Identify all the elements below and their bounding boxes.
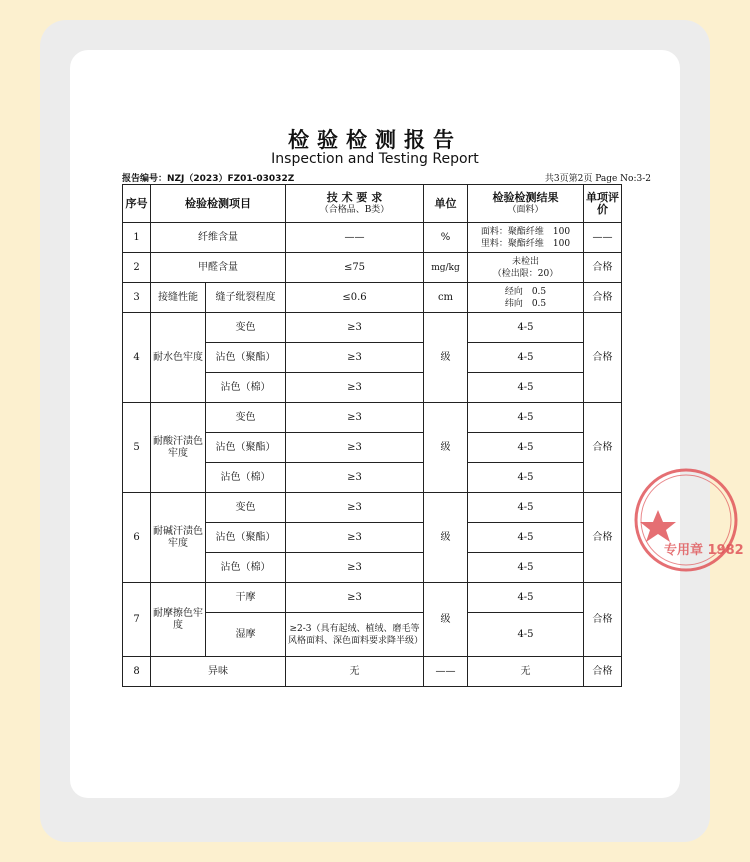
sub-item: 变色	[206, 493, 286, 523]
result: 4-5	[468, 433, 584, 463]
item-name: 甲醛含量	[151, 253, 286, 283]
unit: %	[424, 223, 468, 253]
header-row	[123, 185, 622, 223]
requirement: ≥3	[286, 373, 424, 403]
header-req	[286, 185, 424, 223]
requirement: ——	[286, 223, 424, 253]
evaluation: 合格	[584, 313, 622, 403]
item-name: 耐水色牢度	[151, 313, 206, 403]
table-row	[123, 283, 622, 313]
row-number: 5	[123, 403, 151, 493]
result: 4-5	[468, 373, 584, 403]
header-result-label: 检验检测结果	[492, 190, 559, 204]
table-row	[123, 657, 622, 687]
sub-item: 沾色（聚酯）	[206, 523, 286, 553]
row-number: 2	[123, 253, 151, 283]
header-result	[468, 185, 584, 223]
requirement: ≥3	[286, 403, 424, 433]
sub-item: 湿摩	[206, 613, 286, 657]
evaluation: 合格	[584, 657, 622, 687]
requirement: ≥3	[286, 583, 424, 613]
result: 4-5	[468, 463, 584, 493]
evaluation: 合格	[584, 493, 622, 583]
header-seq: 序号	[123, 185, 151, 223]
item-name: 耐碱汗渍色牢度	[151, 493, 206, 583]
sub-item: 变色	[206, 403, 286, 433]
sub-item: 沾色（棉）	[206, 373, 286, 403]
item-name: 耐酸汗渍色牢度	[151, 403, 206, 493]
requirement: ≥3	[286, 553, 424, 583]
result: 4-5	[468, 403, 584, 433]
seal-text: 专用章 1982	[664, 543, 744, 558]
header-unit: 单位	[424, 185, 468, 223]
result-line: （检出限：20）	[492, 268, 559, 279]
requirement: ≤0.6	[286, 283, 424, 313]
requirement: ≥3	[286, 313, 424, 343]
evaluation: ——	[584, 223, 622, 253]
row-number: 3	[123, 283, 151, 313]
requirement: ≤75	[286, 253, 424, 283]
result: 4-5	[468, 583, 584, 613]
requirement: ≥2-3（具有起绒、植绒、磨毛等风格面料、深色面料要求降半级）	[286, 613, 424, 657]
table-row	[123, 583, 622, 613]
item-name: 纤维含量	[151, 223, 286, 253]
result	[468, 283, 584, 313]
header-item: 检验检测项目	[151, 185, 286, 223]
unit: 级	[424, 403, 468, 493]
unit: 级	[424, 493, 468, 583]
table-row	[123, 403, 622, 433]
sub-item: 沾色（聚酯）	[206, 433, 286, 463]
table-row	[123, 313, 622, 343]
evaluation: 合格	[584, 583, 622, 657]
item-name: 异味	[151, 657, 286, 687]
requirement: ≥3	[286, 343, 424, 373]
sub-item: 沾色（棉）	[206, 553, 286, 583]
sub-item: 沾色（聚酯）	[206, 343, 286, 373]
unit: cm	[424, 283, 468, 313]
unit: mg/kg	[424, 253, 468, 283]
result: 4-5	[468, 613, 584, 657]
result: 4-5	[468, 493, 584, 523]
evaluation: 合格	[584, 283, 622, 313]
unit: 级	[424, 583, 468, 657]
sub-item: 沾色（棉）	[206, 463, 286, 493]
result-line: 未检出	[511, 256, 539, 267]
result: 4-5	[468, 523, 584, 553]
requirement: ≥3	[286, 433, 424, 463]
table-row	[123, 223, 622, 253]
result	[468, 223, 584, 253]
page-info: 共3页第2页 Page No:3-2	[544, 174, 651, 184]
seal-icon	[636, 462, 744, 580]
table-row	[123, 493, 622, 523]
evaluation: 合格	[584, 403, 622, 493]
unit: ——	[424, 657, 468, 687]
sub-item: 变色	[206, 313, 286, 343]
item-name: 接缝性能	[151, 283, 206, 313]
requirement: ≥3	[286, 463, 424, 493]
result: 4-5	[468, 313, 584, 343]
report-number: 报告编号：NZJ（2023）FZ01-03032Z	[122, 174, 295, 184]
report-title-cn: 检验检测报告	[288, 127, 462, 152]
sub-item: 干摩	[206, 583, 286, 613]
row-number: 7	[123, 583, 151, 657]
header-eval: 单项评价	[584, 185, 622, 223]
item-name: 耐摩擦色牢度	[151, 583, 206, 657]
requirement: ≥3	[286, 523, 424, 553]
result: 无	[468, 657, 584, 687]
result	[468, 253, 584, 283]
result-line: 经向 0.5	[504, 286, 547, 297]
result: 4-5	[468, 553, 584, 583]
table-row	[123, 253, 622, 283]
header-req-sub: （合格品、B类）	[319, 204, 390, 215]
result-line: 纬向 0.5	[504, 298, 547, 309]
requirement: 无	[286, 657, 424, 687]
row-number: 8	[123, 657, 151, 687]
row-number: 6	[123, 493, 151, 583]
evaluation: 合格	[584, 253, 622, 283]
result: 4-5	[468, 343, 584, 373]
row-number: 4	[123, 313, 151, 403]
results-table	[122, 184, 622, 687]
result-line: 面料：聚酯纤维 100	[480, 226, 571, 237]
row-number: 1	[123, 223, 151, 253]
unit: 级	[424, 313, 468, 403]
result-line: 里料：聚酯纤维 100	[480, 238, 571, 249]
sub-item: 缝子纰裂程度	[206, 283, 286, 313]
requirement: ≥3	[286, 493, 424, 523]
report-title-en: Inspection and Testing Report	[271, 151, 479, 167]
header-req-label: 技 术 要 求	[326, 190, 383, 204]
red-seal-stamp	[636, 462, 744, 580]
header-result-sub: （面料）	[507, 204, 544, 215]
